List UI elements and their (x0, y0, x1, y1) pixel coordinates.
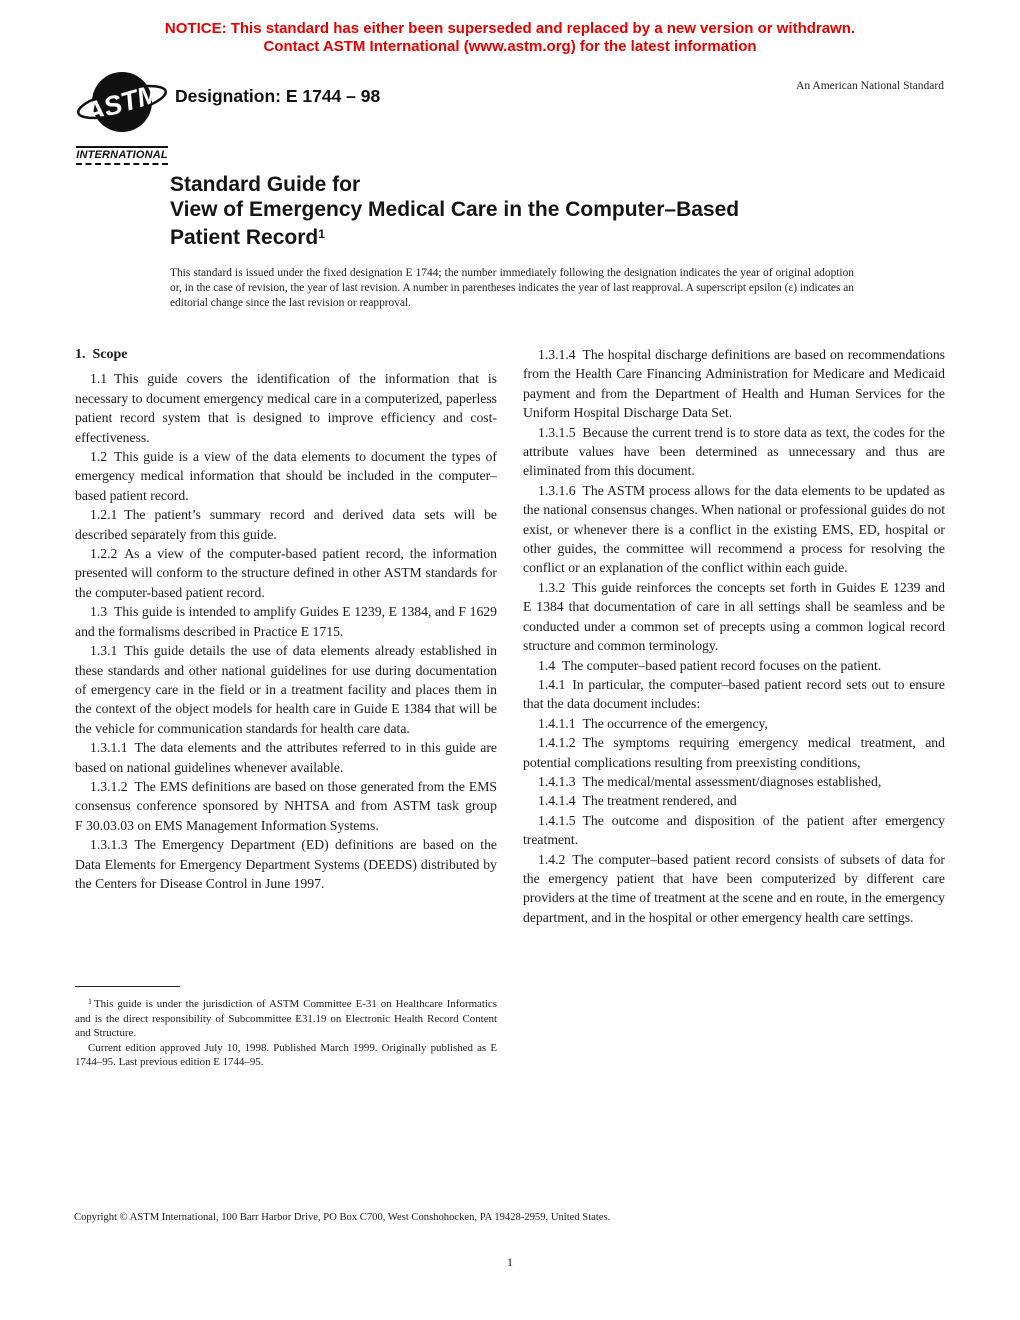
footnote-ref: 1 (88, 997, 92, 1006)
right-column (523, 345, 945, 927)
document-title (170, 172, 870, 250)
astm-logo (72, 68, 172, 165)
body-paragraph: 1.3.1.6 The ASTM process allows for the data elements to be updated as the national consensus changes. When national or professional guides do not exist, or whenever there is a conflict in the existing EMS, ED, hospital or other guides, the committee will recommend a process for resolving the conflict or an explanation of the conflict within each guide. (523, 482, 945, 576)
title-footnote-ref: 1 (318, 227, 325, 241)
astm-globe-icon (74, 68, 170, 140)
designation-text: Designation: E 1744 – 98 (175, 86, 381, 106)
body-paragraph: 1.4.1.3 The medical/mental assessment/diagnoses established, (538, 773, 882, 789)
body-paragraph: 1.3.1.5 Because the current trend is to store data as text, the codes for the attribute values have been determined as unnecessary and thus are eliminated from this document. (523, 424, 945, 479)
body-paragraph: 1.3.1 This guide details the use of data elements already established in these standards and other national guidelines for use during documentation of emergency care in the field or in a treatment facility and places them in the context of the object models for health care in Guide E 1384 that will be the vehicle for communication standards for health care data. (75, 643, 497, 736)
body-paragraph: 1.2.2 As a view of the computer-based patient record, the information presented will conform to the structure defined in other ASTM standards for the computer-based patient record. (75, 546, 497, 600)
logo-international-label: INTERNATIONAL (76, 146, 168, 165)
body-paragraph: 1.4.2 The computer–based patient record consists of subsets of data for the emergency patient that have been computerized by different care providers at the time of treatment at the scene and en route, in the emergency department, and in the hospital or other emergency health care settings. (523, 851, 945, 925)
notice-line-2: Contact ASTM International (www.astm.org) for the latest information (263, 38, 757, 55)
body-paragraph: 1.4.1.5 The outcome and disposition of the patient after emergency treatment. (523, 812, 945, 848)
left-column (75, 345, 497, 893)
body-paragraph: 1.4.1 In particular, the computer–based patient record sets out to ensure that the data document includes: (523, 676, 945, 712)
footnote-paragraph: Current edition approved July 10, 1998. Published March 1999. Originally published as E 1744–95. Last previous edition E 1744–95. (75, 1041, 497, 1069)
body-paragraph: 1.4.1.1 The occurrence of the emergency, (538, 715, 768, 731)
svg-text:ASTM: ASTM (81, 77, 164, 128)
body-paragraph: 1.3.2 This guide reinforces the concepts set forth in Guides E 1239 and E 1384 that documentation of care in all settings shall be seamless and be conducted under a common set of precepts using a common logical record structure and common terminology. (523, 579, 945, 654)
left-column-paragraphs (75, 369, 497, 893)
body-paragraph: 1.2.1 The patient’s summary record and derived data sets will be described separately from this guide. (75, 507, 497, 542)
title-line-1: Standard Guide for (170, 173, 361, 196)
page-number: 1 (507, 1255, 513, 1269)
footnote-paragraph (75, 995, 497, 1041)
body-paragraph: 1.3.1.1 The data elements and the attributes referred to in this guide are based on national guidelines whenever available. (75, 740, 497, 775)
body-paragraph: 1.3.1.3 The Emergency Department (ED) definitions are based on the Data Elements for Emergency Department Systems (DEEDS) distributed by the Centers for Disease Control in June 1997. (75, 837, 497, 891)
title-line-2: View of Emergency Medical Care in the Computer–Based (170, 198, 740, 221)
section-heading: 1. Scope (75, 347, 128, 362)
copyright-line: Copyright © ASTM International, 100 Barr Harbor Drive, PO Box C700, West Conshohocken, PA 19428-2959, United States. (74, 1212, 611, 1223)
body-paragraph: 1.4.1.2 The symptoms requiring emergency medical treatment, and potential complications resulting from preexisting conditions, (523, 735, 945, 770)
body-paragraph: 1.4 The computer–based patient record focuses on the patient. (538, 657, 882, 673)
notice-line-1: NOTICE: This standard has either been superseded and replaced by a new version or withdrawn. (164, 20, 856, 37)
title-line-3-text: Patient Record (170, 226, 319, 249)
body-paragraph: 1.3.1.4 The hospital discharge definitions are based on recommendations from the Health Care Financing Administration for Medicare and Medicaid payment and from the Department of Health and Human Services for the Uniform Hospital Discharge Data Set. (523, 347, 945, 421)
body-paragraph: 1.2 This guide is a view of the data elements to document the types of emergency medical information that should be included in the computer–based patient record. (75, 449, 497, 503)
standard-preamble: This standard is issued under the fixed designation E 1744; the number immediately following the designation indicates the year of original adoption or, in the case of revision, the year of last revision. A number in parentheses indicates the year of last reapproval. A superscript epsilon (ε) indicates an editorial change since the last revision or reapproval. (170, 267, 854, 309)
superseded-notice (0, 20, 1020, 56)
body-paragraph: 1.3.1.2 The EMS definitions are based on those generated from the EMS consensus conference sponsored by NHTSA and from ASTM task group F 30.03.03 on EMS Management Information Systems. (75, 778, 497, 833)
footnote-separator-rule (75, 986, 180, 987)
body-paragraph: 1.1 This guide covers the identification of the information that is necessary to document emergency medical care in a computerized, paperless patient record system that is designed to improve efficiency and cost-effectiveness. (75, 371, 497, 445)
right-column-paragraphs (523, 345, 945, 927)
title-line-3 (170, 222, 870, 250)
footnote-block (75, 986, 497, 1070)
footnote-text: This guide is under the jurisdiction of ASTM Committee E-31 on Healthcare Informatics and is the direct responsibility of Subcommittee E31.19 on Electronic Health Record Content and Structure. (75, 998, 497, 1040)
body-paragraph: 1.3 This guide is intended to amplify Guides E 1239, E 1384, and F 1629 and the formalisms described in Practice E 1715. (75, 604, 497, 639)
american-national-standard-label: An American National Standard (796, 80, 944, 92)
body-paragraph: 1.4.1.4 The treatment rendered, and (538, 793, 737, 809)
